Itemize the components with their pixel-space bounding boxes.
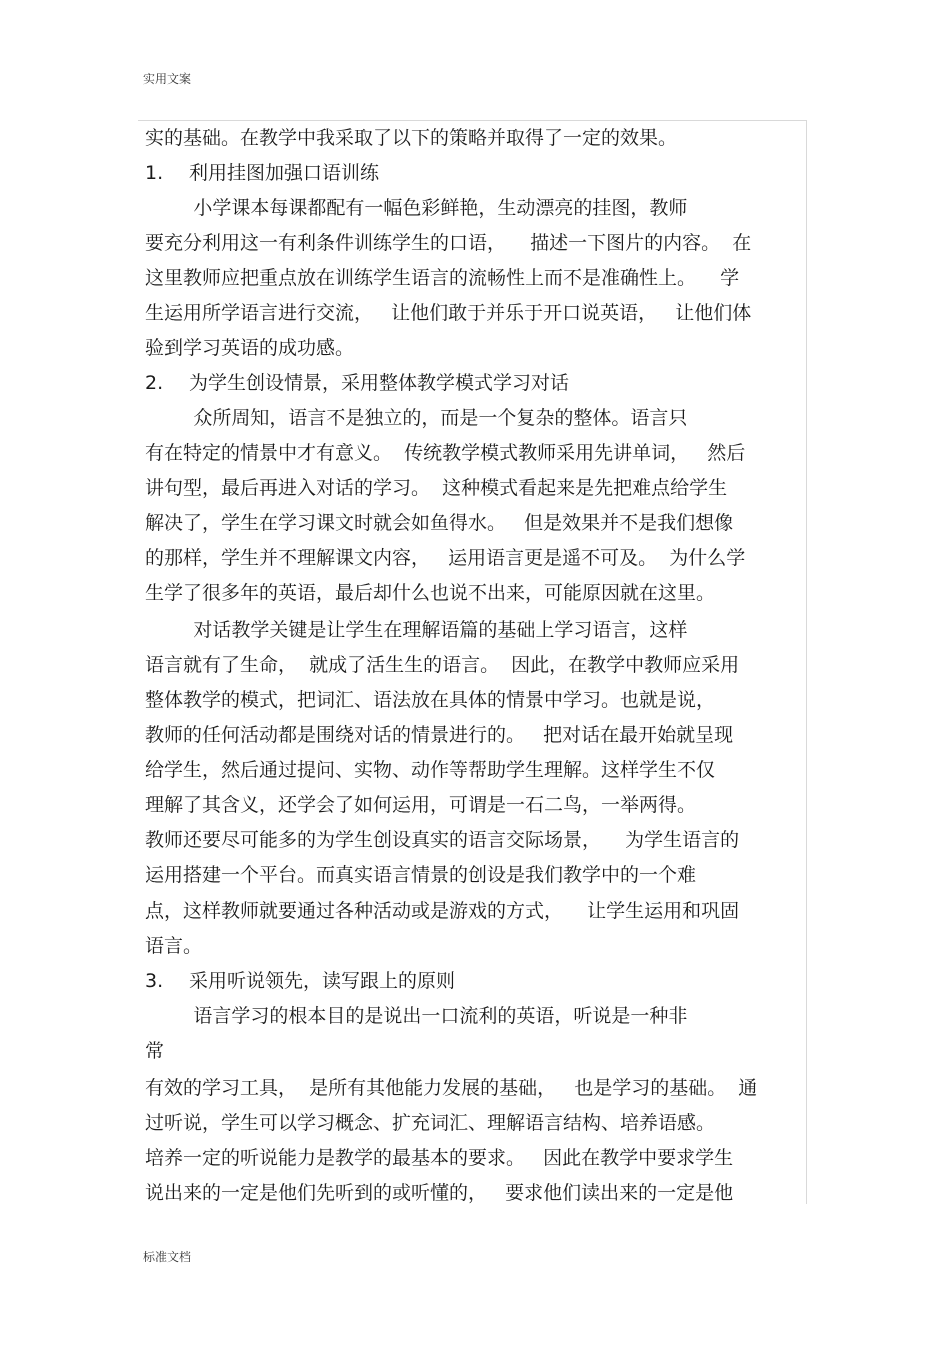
- text-line: 教师还要尽可能多的为学生创设真实的语言交际场景， 为学生语言的: [145, 829, 740, 851]
- text-line: 语言。: [145, 935, 203, 957]
- text-line: 整体教学的模式，把词汇、语法放在具体的情景中学习。也就是说，: [145, 689, 716, 711]
- heading-number: 3.: [145, 970, 164, 992]
- text-line: 生运用所学语言进行交流， 让他们敢于并乐于开口说英语， 让他们体: [145, 302, 752, 324]
- text-line: 讲句型，最后再进入对话的学习。 这种模式看起来是先把难点给学生: [145, 477, 728, 499]
- text-line: 教师的任何活动都是围绕对话的情景进行的。 把对话在最开始就呈现: [145, 724, 734, 746]
- text-line: 给学生，然后通过提问、实物、动作等帮助学生理解。这样学生不仅: [145, 759, 716, 781]
- text-line: 培养一定的听说能力是教学的最基本的要求。 因此在教学中要求学生: [145, 1147, 734, 1169]
- heading-number: 1.: [145, 162, 164, 184]
- text-line: 过听说，学生可以学习概念、扩充词汇、理解语言结构、培养语感。: [145, 1112, 716, 1134]
- heading-text: 为学生创设情景，采用整体教学模式学习对话: [189, 372, 570, 394]
- heading-text: 利用挂图加强口语训练: [189, 162, 380, 184]
- text-line: 语言就有了生命， 就成了活生生的语言。 因此，在教学中教师应采用: [145, 654, 740, 676]
- section-heading-1: [145, 161, 379, 185]
- text-line: 实的基础。在教学中我采取了以下的策略并取得了一定的效果。: [145, 127, 678, 149]
- text-line: 验到学习英语的成功感。: [145, 337, 355, 359]
- page-footer: 标准文档: [143, 1250, 192, 1264]
- text-line: 点，这样教师就要通过各种活动或是游戏的方式， 让学生运用和巩固: [145, 900, 740, 922]
- heading-text: 采用听说领先，读写跟上的原则: [189, 970, 456, 992]
- text-line: 要充分利用这一有利条件训练学生的口语， 描述一下图片的内容。 在: [145, 232, 752, 254]
- text-line: 语言学习的根本目的是说出一口流利的英语，听说是一种非: [145, 1005, 688, 1027]
- text-line: 常: [145, 1040, 165, 1062]
- text-line: 运用搭建一个平台。而真实语言情景的创设是我们教学中的一个难: [145, 864, 697, 886]
- text-line: 说出来的一定是他们先听到的或听懂的， 要求他们读出来的一定是他: [145, 1182, 734, 1204]
- page-header: 实用文案: [143, 72, 192, 86]
- text-line: 有在特定的情景中才有意义。 传统教学模式教师采用先讲单词， 然后: [145, 442, 746, 464]
- text-line: 解决了，学生在学习课文时就会如鱼得水。 但是效果并不是我们想像: [145, 512, 734, 534]
- heading-number: 2.: [145, 372, 164, 394]
- text-line: 小学课本每课都配有一幅色彩鲜艳，生动漂亮的挂图，教师: [145, 197, 688, 219]
- text-line: 生学了很多年的英语，最后却什么也说不出来，可能原因就在这里。: [145, 582, 716, 604]
- text-line: 这里教师应把重点放在训练学生语言的流畅性上而不是准确性上。 学: [145, 267, 740, 289]
- text-line: 的那样，学生并不理解课文内容， 运用语言更是遥不可及。 为什么学: [145, 547, 746, 569]
- text-line: 对话教学关键是让学生在理解语篇的基础上学习语言，这样: [145, 619, 688, 641]
- text-line: 众所周知，语言不是独立的，而是一个复杂的整体。语言只: [145, 407, 688, 429]
- text-line: 理解了其含义，还学会了如何运用，可谓是一石二鸟，一举两得。: [145, 794, 697, 816]
- text-line: 有效的学习工具， 是所有其他能力发展的基础， 也是学习的基础。 通: [145, 1077, 758, 1099]
- section-heading-2: [145, 371, 569, 395]
- section-heading-3: [145, 969, 455, 993]
